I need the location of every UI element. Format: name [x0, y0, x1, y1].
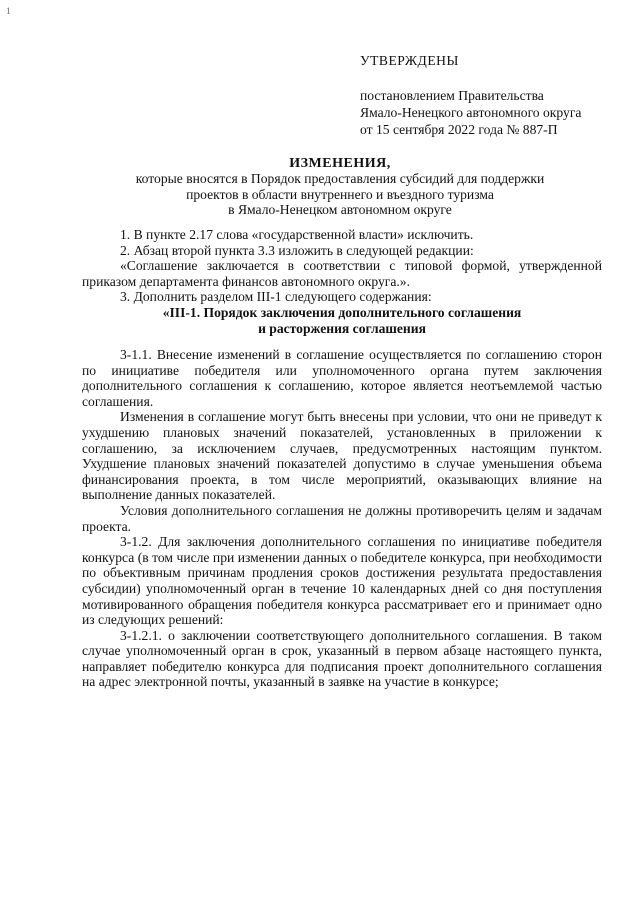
paragraph-3-1-2: 3-1.2. Для заключения дополнительного соглашения по инициативе победителя конкурса (в том числе при изменении данных о победителе конкурса, при необходимости по объективным причинам продления сроков достижения результата предоставления субсидии) уполномоченный орган в течение 10 календарных дней со дня поступления мотивированного обращения победителя конкурса рассматривает его и принимает одно из следующих решений:	[82, 534, 602, 628]
approval-line: Ямало-Ненецкого автономного округа	[360, 105, 582, 120]
item-2: 2. Абзац второй пункта 3.3 изложить в следующей редакции:	[120, 242, 474, 258]
section-title: «III-1. Порядок заключения дополнительного соглашения	[162, 304, 522, 320]
amendment-items	[82, 227, 602, 336]
subtitle-line: которые вносятся в Порядок предоставления субсидий для поддержки	[135, 171, 545, 186]
paragraph-3-1-2-1: 3-1.2.1. о заключении соответствующего дополнительного соглашения. В таком случае уполномоченный орган в срок, указанный в первом абзаце настоящего пункта, направляет победителю конкурса для подписания проект дополнительного соглашения на адрес электронной почты, указанный в заявке на участие в конкурсе;	[82, 627, 602, 690]
approval-line: постановлением Правительства	[360, 88, 544, 103]
document-title: ИЗМЕНЕНИЯ,	[289, 156, 391, 171]
paragraph-3-1-1: 3-1.1. Внесение изменений в соглашение осуществляется по соглашению сторон по инициативе победителя или уполномоченного органа путем заключения дополнительного соглашения к соглашению, которое является неотъемлемой частью соглашения.	[82, 347, 602, 409]
paragraph-changes: Изменения в соглашение могут быть внесены при условии, что они не приведут к ухудшению плановых значений показателей, установленных в приложении к соглашению, за исключением случаев, предусмотренных настоящим пунктом. Ухудшение плановых значений показателей допустимо в случае уменьшения объема финансирования проекта, в том числе мероприятий, оказывающих влияние на выполнение данных показателей.	[82, 409, 602, 503]
approval-title: УТВЕРЖДЕНЫ	[360, 53, 459, 68]
section-body	[82, 347, 602, 690]
item-2-quote: «Соглашение заключается в соответствии с типовой формой, утвержденной приказом департамента финансов автономного округа.».	[82, 258, 602, 289]
subtitle-line: проектов в области внутреннего и въездного туризма	[186, 186, 494, 202]
paragraph-conditions: Условия дополнительного соглашения не должны противоречить целям и задачам проекта.	[82, 502, 602, 534]
item-1: 1. В пункте 2.17 слова «государственной власти» исключить.	[120, 227, 474, 242]
approval-line: от 15 сентября 2022 года № 887-П	[360, 122, 558, 137]
page-number: 1	[6, 6, 11, 16]
item-3: 3. Дополнить разделом III-1 следующего содержания:	[120, 289, 432, 305]
document-subtitle	[80, 171, 600, 218]
section-title: и расторжения соглашения	[258, 320, 426, 336]
subtitle-line: в Ямало-Ненецком автономном округе	[228, 202, 452, 217]
approval-block	[360, 52, 581, 138]
